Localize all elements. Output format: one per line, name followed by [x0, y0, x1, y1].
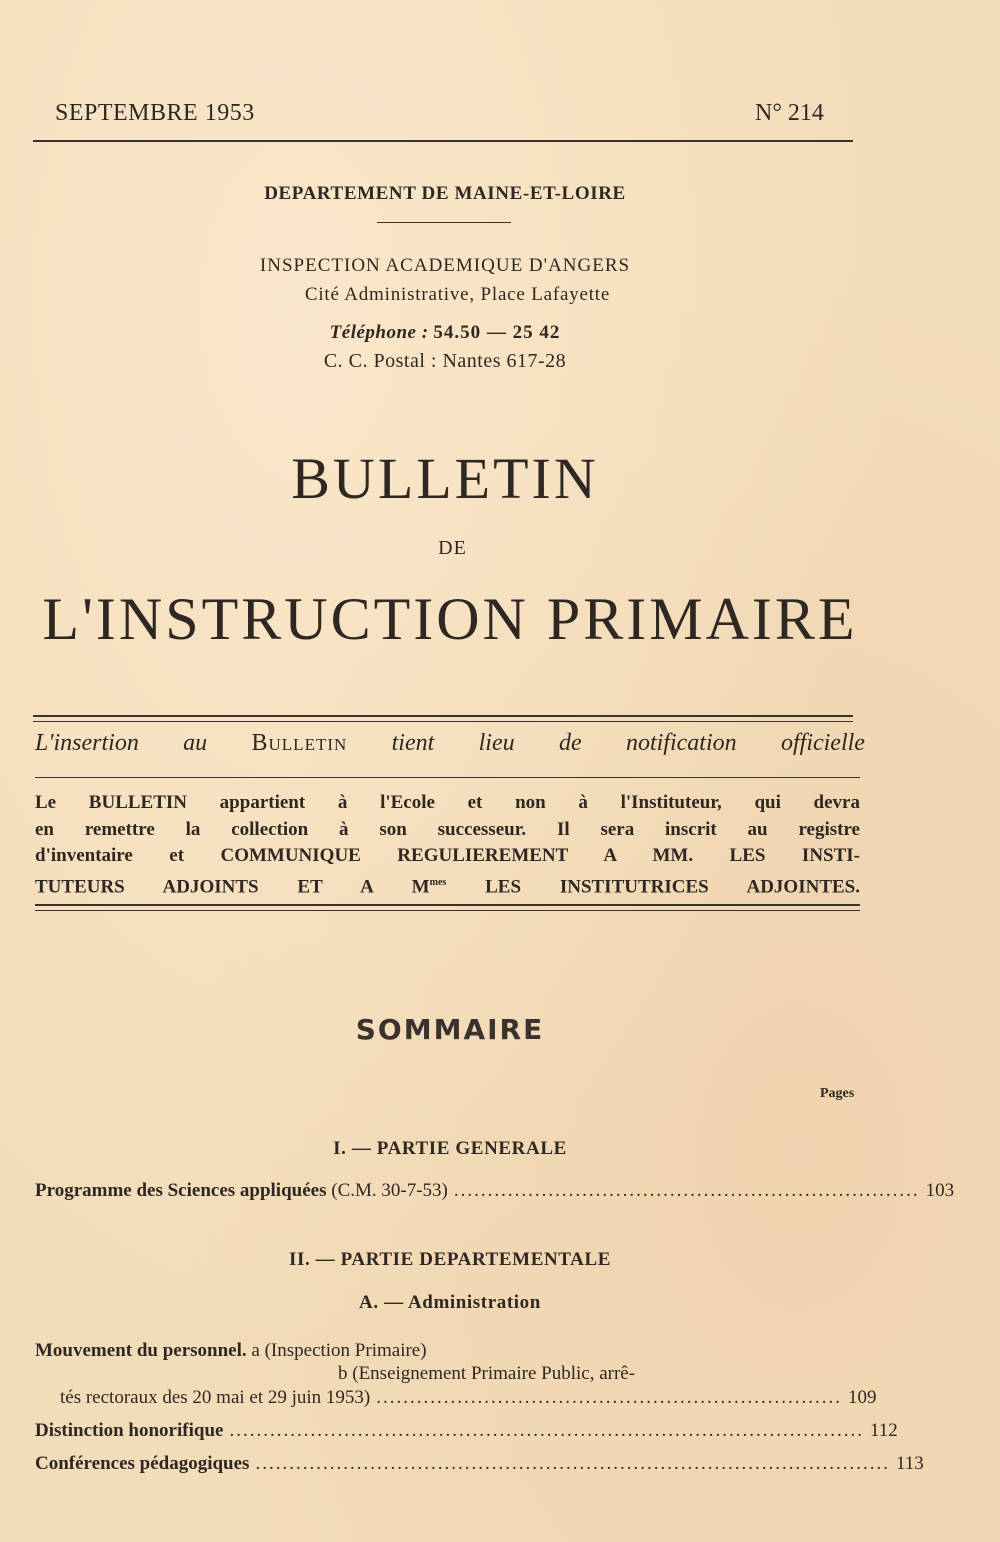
notice-word: notification — [625, 730, 737, 756]
toc-entry-subitem: tés rectoraux des 20 mai et 29 juin 1953) — [60, 1387, 371, 1408]
toc-leader: ..................................................................... — [376, 1387, 843, 1408]
title-rule-bottom — [33, 721, 853, 722]
toc-entry-title-bold: Mouvement du personnel. — [35, 1340, 247, 1361]
notice-word: au — [183, 730, 208, 756]
department-heading: DEPARTEMENT DE MAINE-ET-LOIRE — [264, 183, 626, 204]
toc-entry-continuation — [338, 1363, 798, 1385]
warning-rule-bottom — [35, 910, 860, 911]
toc-entry-title: Distinction honorifique — [35, 1420, 224, 1441]
notice-word: tient — [391, 730, 435, 756]
toc-entry-subitem: a (Inspection Primaire) — [246, 1340, 427, 1361]
warning-line: d'inventaire et COMMUNIQUE REGULIEREMENT A MM. LES INSTI- — [35, 845, 860, 866]
notice-word: lieu — [478, 730, 515, 756]
pages-column-label: Pages — [820, 1086, 855, 1101]
address-line: Cité Administrative, Place Lafayette — [304, 284, 611, 305]
administration-subheading: A. — Administration — [359, 1292, 541, 1313]
toc-page-number: 103 — [925, 1180, 955, 1201]
toc-leader: .............................................................................................. — [255, 1453, 890, 1474]
warning-line: Le BULLETIN appartient à l'Ecole et non à l'Instituteur, qui devra — [35, 792, 860, 813]
toc-entry — [35, 1180, 955, 1202]
telephone-numbers: 54.50 — 25 42 — [433, 322, 561, 343]
toc-entry-title — [35, 1340, 427, 1362]
warning-line-part: TUTEURS ADJOINTS ET A M — [35, 875, 430, 897]
notification-notice — [35, 730, 865, 757]
department-underline — [377, 222, 511, 223]
toc-entry — [35, 1340, 868, 1362]
toc-entry-title — [35, 1180, 448, 1202]
issue-date: SEPTEMBRE 1953 — [55, 100, 255, 126]
publication-title: L'INSTRUCTION PRIMAIRE — [42, 586, 858, 652]
contents-heading: SOMMAIRE — [355, 1013, 545, 1046]
telephone-line — [0, 322, 890, 344]
postal-account-line: C. C. Postal : Nantes 617-28 — [323, 350, 567, 372]
notice-word: officielle — [780, 730, 865, 756]
ownership-warning — [35, 790, 860, 900]
warning-superscript: mes — [429, 876, 447, 888]
inspection-heading: INSPECTION ACADEMIQUE D'ANGERS — [259, 255, 631, 276]
telephone-label: Téléphone : — [329, 322, 429, 343]
warning-line — [35, 870, 860, 901]
part-departmental-heading: II. — PARTIE DEPARTEMENTALE — [288, 1249, 612, 1270]
warning-line-part: LES INSTITUTRICES ADJOINTES. — [446, 875, 860, 897]
toc-entry-title: Conférences pédagogiques — [35, 1453, 250, 1474]
issue-number: N° 214 — [755, 100, 824, 126]
warning-rule-top — [35, 904, 860, 906]
toc-entry-subitem: b (Enseignement Primaire Public, arrê- — [338, 1363, 636, 1384]
toc-page-number: 109 — [848, 1387, 877, 1408]
notice-rule — [35, 777, 860, 778]
toc-page-number: 112 — [869, 1420, 898, 1441]
notice-word: de — [558, 730, 582, 756]
notice-word: L'insertion — [35, 730, 139, 756]
toc-entry — [35, 1420, 898, 1442]
notice-word: Bulletin — [251, 730, 348, 756]
masthead-rule — [33, 140, 853, 142]
toc-entry-continuation — [60, 1387, 877, 1409]
title-rule-top — [33, 715, 853, 717]
toc-leader: ..................................................................... — [453, 1180, 920, 1201]
title-connector: DE — [438, 537, 467, 559]
toc-entry-title-bold: Programme des Sciences appliquées — [35, 1180, 327, 1201]
toc-page-number: 113 — [895, 1453, 924, 1474]
toc-leader: .............................................................................................. — [229, 1420, 864, 1441]
warning-line: en remettre la collection à son successeur. Il sera inscrit au registre — [35, 818, 860, 840]
bulletin-title: BULLETIN — [291, 446, 599, 511]
toc-entry-title-ref: (C.M. 30-7-53) — [326, 1180, 448, 1201]
toc-entry — [35, 1453, 924, 1475]
part-general-heading: I. — PARTIE GENERALE — [333, 1138, 567, 1159]
